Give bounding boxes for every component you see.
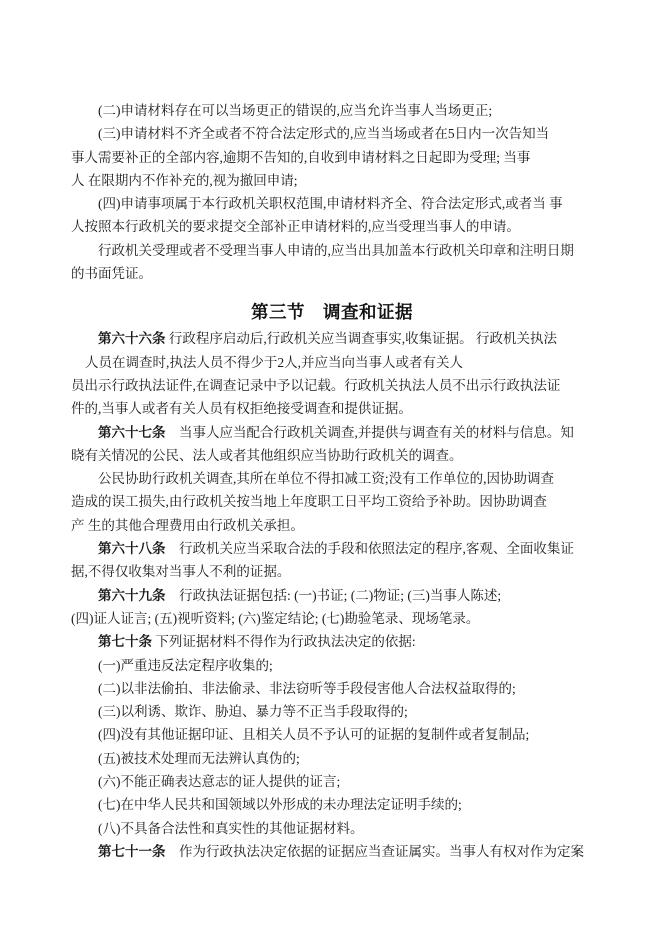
text-line-list-item: (四)没有其他证据印证、且相关人员不予认可的证据的复制件或者复制品; [98,727,530,743]
text-line: 行政机关受理或者不受理当事人申请的,应当出具加盖本行政机关印章和注明日期 [98,242,574,258]
text-line-list-item: (五)被技术处理而无法辨认真伪的; [98,750,300,766]
text-line: 的书面凭证。 [71,266,152,282]
text-line: 件的,当事人或者有关人员有权拒绝接受调查和提供证据。 [71,401,412,417]
text-line: (四)证人证言; (五)视听资料; (六)鉴定结论; (七)勘验笔录、现场笔录。 [71,610,480,626]
article-number: 第七十条 [98,634,152,650]
article-number: 第六十八条 [98,541,166,557]
article-number: 第六十七条 [98,424,166,440]
text-line-list-item: (六)不能正确表达意志的证人提供的证言; [98,774,341,790]
text-line: (二)申请材料存在可以当场更正的错误的,应当允许当事人当场更正; [98,103,493,118]
text-line: 人按照本行政机关的要求提交全部补正申请材料的,应当受理当事人的申请。 [71,219,520,235]
text-line: (三)申请材料不齐全或者不符合法定形式的,应当当场或者在5日内一次告知当 [98,126,550,142]
text-line: 造成的误工损失,由行政机关按当地上年度职工日平均工资给予补助。因协助调查 [71,494,547,510]
article-number: 第六十九条 [98,587,166,603]
text-line-list-item: (二)以非法偷拍、非法偷录、非法窃听等手段侵害他人合法权益取得的; [98,680,516,696]
text-line: 公民协助行政机关调查,其所在单位不得扣减工资;没有工作单位的,因协助调查 [98,471,554,487]
text-line-list-item: (一)严重违反法定程序收集的; [98,657,273,673]
text-line-list-item: (八)不具备合法性和真实性的其他证据材料。 [98,820,364,836]
text-line: 人员在调查时,执法人员不得少于2人,并应当向当事人或者有关人 [85,354,463,370]
text-line: 人 在限期内不作补充的,视为撤回申请; [71,172,298,188]
text-line: 晓有关情况的公民、法人或者其他组织应当协助行政机关的调查。 [71,447,463,463]
article-number: 第六十六条 [98,331,166,347]
text-line-article-70: 第七十条 下列证据材料不得作为行政执法决定的依据: [98,634,416,650]
text-line-list-item: (三)以利诱、欺诈、胁迫、暴力等不正当手段取得的; [98,704,408,720]
text-line-article-69: 第六十九条 行政执法证据包括: (一)书证; (二)物证; (三)当事人陈述; [98,587,502,603]
text-line-article-68: 第六十八条 行政机关应当采取合法的手段和依照法定的程序,客观、全面收集证 [98,541,574,557]
text-line-article-71: 第七十一条 作为行政执法决定依据的证据应当查证属实。当事人有权对作为定案 [98,843,584,859]
article-number: 第七十一条 [98,843,166,859]
text-line: 员出示行政执法证件,在调查记录中予以记载。行政机关执法人员不出示行政执法证 [71,377,561,393]
text-line: 事人需要补正的全部内容,逾期不告知的,自收到申请材料之日起即为受理; 当事 [71,149,531,165]
text-line: 产 生的其他合理费用由行政机关承担。 [71,517,304,533]
text-line-article-67: 第六十七条 当事人应当配合行政机关调查,并提供与调查有关的材料与信息。知 [98,424,574,440]
section-heading: 第三节 调查和证据 [251,302,413,323]
text-line: 据,不得仅收集对当事人不利的证据。 [71,564,291,580]
document-text-block [71,99,593,863]
text-line: (四)申请事项属于本行政机关职权范围,申请材料齐全、符合法定形式,或者当 事 [98,196,563,212]
text-line-article-66: 第六十六条 行政程序启动后,行政机关应当调查事实,收集证据。 行政机关执法 [98,331,557,347]
text-line-list-item: (七)在中华人民共和国领域以外形成的未办理法定证明手续的; [98,797,462,813]
